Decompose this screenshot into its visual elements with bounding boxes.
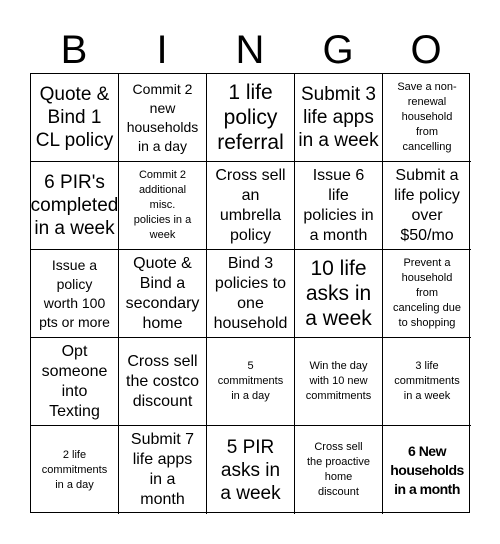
cell-text: Save a non- renewal household from cancelling (397, 81, 457, 153)
header-letter-n: N (235, 28, 265, 72)
bingo-cell[interactable] (295, 426, 383, 514)
bingo-cell[interactable] (207, 250, 295, 338)
header-letter-i: I (156, 28, 168, 72)
bingo-cell[interactable] (295, 74, 383, 162)
cell-text: Cross sell the costco discount (126, 352, 199, 410)
cell-text: Quote & Bind 1 CL policy (35, 84, 114, 151)
cell-text: Quote & Bind a secondary home (125, 254, 200, 332)
cell-text: Cross sell an umbrella policy (215, 166, 286, 244)
bingo-cell[interactable] (295, 250, 383, 338)
cell-text: Cross sell the proactive home discount (307, 441, 370, 498)
cell-text: Submit 3 life apps in a week (298, 84, 379, 151)
bingo-cell[interactable] (207, 162, 295, 250)
cell-text: 1 life policy referral (217, 81, 284, 154)
cell-text: 6 New households in a month (390, 442, 464, 497)
cell-text: Commit 2 new households in a day (126, 80, 199, 154)
cell-text: Win the day with 10 new commitments (305, 360, 372, 402)
cell-text: Commit 2 additional misc. policies in a week (133, 169, 192, 241)
bingo-cell[interactable] (31, 162, 119, 250)
bingo-cell[interactable] (119, 426, 207, 514)
cell-text: Issue 6 life policies in a month (303, 166, 374, 244)
cell-text: 5 commitments in a day (217, 360, 284, 402)
header-letter-b: B (60, 28, 88, 72)
cell-text: 3 life commitments in a week (394, 360, 460, 402)
bingo-cell[interactable] (31, 338, 119, 426)
cell-text: 5 PIR asks in a week (220, 436, 281, 504)
bingo-cell[interactable] (383, 162, 471, 250)
cell-text: 6 PIR's completed in a week (31, 172, 119, 239)
bingo-cell[interactable] (295, 162, 383, 250)
cell-text: 10 life asks in a week (305, 257, 372, 330)
header-letter-g: G (322, 28, 354, 72)
bingo-cell[interactable] (295, 338, 383, 426)
bingo-cell[interactable] (207, 338, 295, 426)
bingo-cell[interactable] (31, 250, 119, 338)
bingo-header (30, 26, 470, 74)
bingo-cell[interactable] (119, 162, 207, 250)
bingo-cell[interactable] (383, 426, 471, 514)
cell-text: Opt someone into Texting (41, 342, 108, 420)
cell-text: Issue a policy worth 100 pts or more (39, 256, 110, 330)
bingo-cell[interactable] (31, 74, 119, 162)
cell-text: Prevent a household from canceling due to shopping (393, 257, 461, 329)
bingo-cell[interactable] (207, 426, 295, 514)
cell-text: 2 life commitments in a day (41, 448, 108, 491)
cell-text: Submit 7 life apps in a month (130, 431, 195, 508)
bingo-cell[interactable] (119, 250, 207, 338)
cell-text: Submit a life policy over $50/mo (394, 166, 460, 244)
bingo-cell[interactable] (119, 338, 207, 426)
bingo-grid (30, 73, 470, 513)
bingo-cell[interactable] (31, 426, 119, 514)
cell-text: Bind 3 policies to one household (213, 254, 288, 332)
header-letter-o: O (410, 28, 442, 72)
bingo-cell[interactable] (119, 74, 207, 162)
bingo-cell[interactable] (383, 338, 471, 426)
bingo-cell[interactable] (383, 74, 471, 162)
bingo-cell[interactable] (383, 250, 471, 338)
bingo-cell[interactable] (207, 74, 295, 162)
